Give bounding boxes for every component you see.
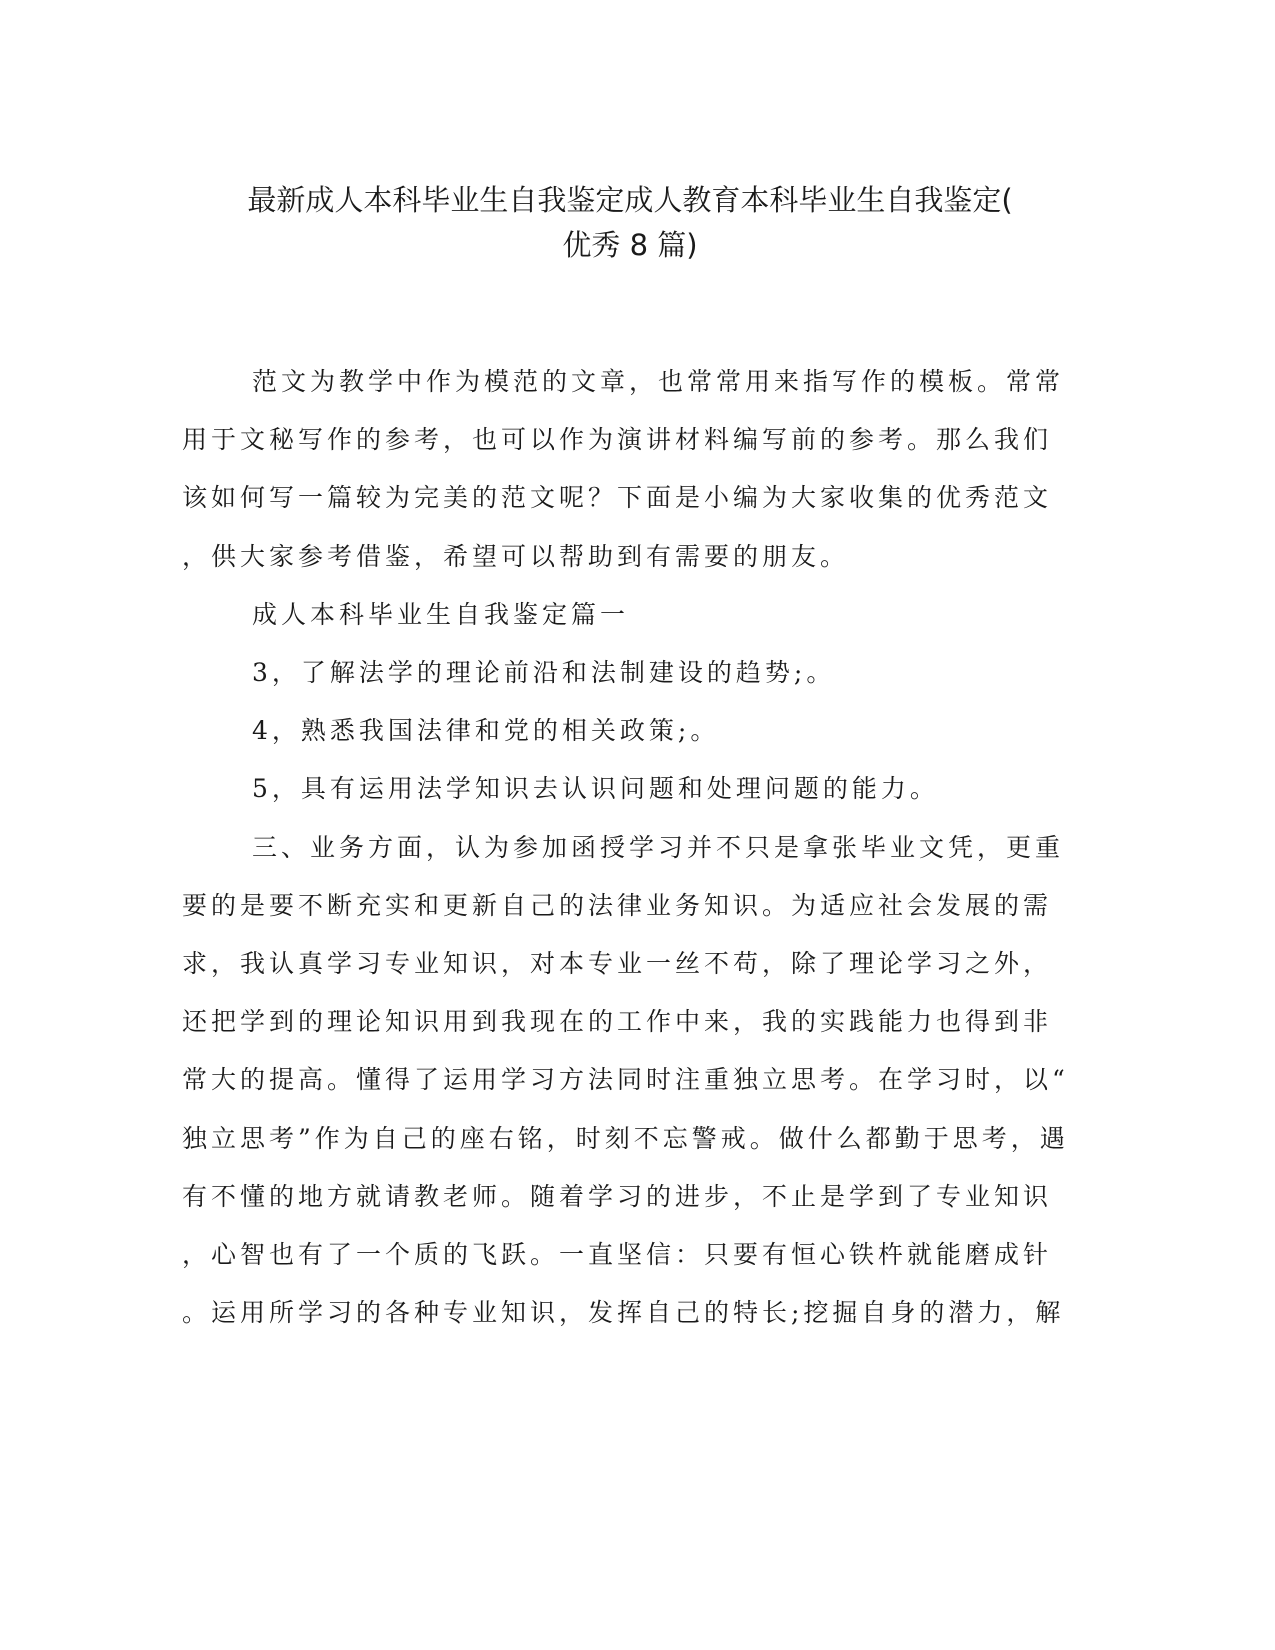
body-line: 范文为教学中作为模范的文章，也常常用来指写作的模板。常常 (252, 367, 1065, 396)
body-line: ，心智也有了一个质的飞跃。一直坚信：只要有恒心铁杵就能磨成针 (182, 1240, 1053, 1269)
body-line: 5，具有运用法学知识去认识问题和处理问题的能力。 (252, 774, 939, 804)
body-line: 。运用所学习的各种专业知识，发挥自己的特长;挖掘自身的潜力，解 (182, 1298, 1065, 1328)
document-title (180, 178, 1080, 268)
body-line: 要的是要不断充实和更新自己的法律业务知识。为适应社会发展的需 (182, 890, 1053, 920)
title-line-1: 最新成人本科毕业生自我鉴定成人教育本科毕业生自我鉴定( (247, 183, 1013, 217)
body-line: 用于文秘写作的参考，也可以作为演讲材料编写前的参考。那么我们 (182, 425, 1053, 455)
body-line: 三、业务方面，认为参加函授学习并不只是拿张毕业文凭，更重 (252, 832, 1065, 862)
body-line: 常大的提高。懂得了运用学习方法同时注重独立思考。在学习时，以“ (182, 1065, 1069, 1095)
body-line: 还把学到的理论知识用到我现在的工作中来，我的实践能力也得到非 (182, 1007, 1053, 1037)
body-line: ，供大家参考借鉴，希望可以帮助到有需要的朋友。 (182, 541, 850, 571)
body-line: 求，我认真学习专业知识，对本专业一丝不苟，除了理论学习之外， (182, 949, 1053, 978)
body-line: 有不懂的地方就请教老师。随着学习的进步，不止是学到了专业知识 (182, 1181, 1053, 1211)
body-line: 独立思考”作为自己的座右铭，时刻不忘警戒。做什么都勤于思考，遇 (182, 1123, 1069, 1153)
body-line: 3，了解法学的理论前沿和法制建设的趋势;。 (252, 658, 836, 687)
body-line: 4，熟悉我国法律和党的相关政策;。 (252, 716, 720, 746)
body-line: 成人本科毕业生自我鉴定篇一 (252, 599, 630, 629)
title-line-2: 优秀 8 篇) (562, 228, 698, 262)
body-line: 该如何写一篇较为完美的范文呢？下面是小编为大家收集的优秀范文 (182, 483, 1053, 513)
